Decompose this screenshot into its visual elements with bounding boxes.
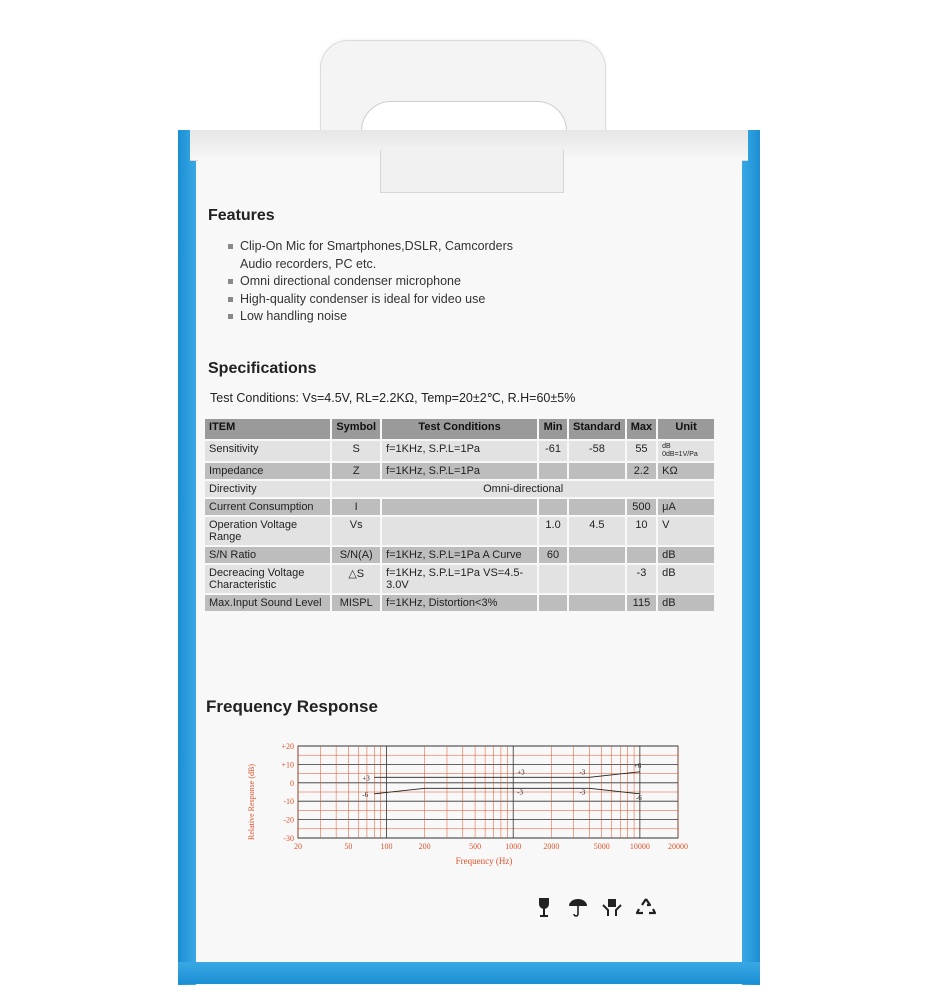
item-cell: Directivity — [204, 480, 331, 498]
std-cell — [568, 564, 626, 594]
curve-annotation: -3 — [579, 788, 586, 797]
cond-cell: f=1KHz, Distortion<3% — [381, 594, 538, 612]
series-line — [374, 788, 640, 797]
box-side-left — [178, 130, 196, 985]
min-cell — [538, 462, 568, 480]
fragile-icon — [532, 895, 556, 919]
std-cell — [568, 498, 626, 516]
cond-cell — [381, 516, 538, 546]
features-title: Features — [208, 207, 275, 224]
header-cell: Standard — [568, 418, 626, 440]
y-tick-label: +20 — [281, 742, 294, 751]
max-cell: 10 — [626, 516, 657, 546]
feature-item: Clip-On Mic for Smartphones,DSLR, Camcorders — [228, 238, 513, 256]
table-row — [204, 516, 715, 546]
min-cell — [538, 564, 568, 594]
min-cell: -61 — [538, 440, 568, 462]
frequency-response-title: Frequency Response — [206, 697, 378, 716]
max-cell: 2.2 — [626, 462, 657, 480]
table-row — [204, 480, 715, 498]
item-cell: Current Consumption — [204, 498, 331, 516]
symbol-cell: S/N(A) — [331, 546, 381, 564]
unit-cell — [657, 440, 715, 462]
y-tick-label: 0 — [290, 778, 294, 788]
unit-cell: V — [657, 516, 715, 546]
item-cell: Max.Input Sound Level — [204, 594, 331, 612]
item-cell: Decreacing Voltage Characteristic — [204, 564, 331, 594]
x-tick-label: 10000 — [629, 842, 650, 851]
chart-xlabel: Frequency (Hz) — [455, 856, 513, 866]
feature-item: Audio recorders, PC etc. — [240, 256, 377, 271]
chart-ticks — [281, 742, 688, 851]
max-cell: 115 — [626, 594, 657, 612]
table-row — [204, 440, 715, 462]
x-tick-label: 200 — [418, 842, 431, 851]
x-tick-label: 50 — [344, 842, 353, 851]
header-cell: Test Conditions — [381, 418, 538, 440]
header-cell: Symbol — [331, 418, 381, 440]
header-cell: ITEM — [204, 418, 331, 440]
y-tick-label: -10 — [283, 797, 294, 807]
table-row — [204, 564, 715, 594]
std-cell — [568, 462, 626, 480]
unit-note: 0dB=1V/Pa — [662, 451, 698, 458]
box-bottom-band — [178, 962, 760, 984]
x-tick-label: 20 — [294, 842, 302, 851]
item-cell: Sensitivity — [204, 440, 331, 462]
x-tick-label: 1000 — [505, 842, 522, 851]
chart-annotations — [362, 762, 642, 802]
y-tick-label: -30 — [283, 834, 294, 843]
feature-item: High-quality condenser is ideal for video use — [228, 291, 513, 309]
min-cell: 1.0 — [538, 516, 568, 546]
table-row — [204, 546, 715, 564]
min-cell — [538, 498, 568, 516]
specs-table — [203, 417, 716, 613]
header-cell: Max — [626, 418, 657, 440]
unit-cell: dB — [657, 564, 715, 594]
x-tick-label: 5000 — [593, 842, 610, 851]
min-cell — [538, 594, 568, 612]
curve-annotation: -3 — [579, 768, 586, 777]
symbol-cell: S — [331, 440, 381, 462]
symbol-cell: △S — [331, 564, 381, 594]
symbol-cell: Vs — [331, 516, 381, 546]
std-cell — [568, 594, 626, 612]
curve-annotation: +6 — [633, 761, 642, 770]
curve-annotation: -6 — [362, 790, 369, 799]
unit-cell: KΩ — [657, 462, 715, 480]
cond-cell — [381, 498, 538, 516]
symbol-cell: MISPL — [331, 594, 381, 612]
unit-cell: dB — [657, 594, 715, 612]
merged-cell: Omni-directional — [331, 480, 715, 498]
unit-text: dB — [662, 443, 671, 450]
std-cell — [568, 546, 626, 564]
handling-symbols — [532, 895, 658, 919]
y-tick-label: +10 — [281, 760, 294, 770]
min-cell: 60 — [538, 546, 568, 564]
curve-annotation: -3 — [517, 788, 524, 797]
specs-header-row — [204, 418, 715, 440]
test-conditions: Test Conditions: Vs=4.5V, RL=2.2KΩ, Temp=20±2℃, R.H=60±5% — [210, 391, 576, 405]
feature-item: Omni directional condenser microphone — [228, 273, 513, 291]
unit-cell: μA — [657, 498, 715, 516]
table-row — [204, 498, 715, 516]
specifications-title: Specifications — [208, 360, 317, 377]
recycle-icon — [634, 895, 658, 919]
hang-cut — [380, 150, 564, 193]
curve-annotation: -6 — [635, 793, 642, 802]
series-line — [374, 772, 640, 778]
x-tick-label: 2000 — [543, 842, 560, 851]
std-cell: 4.5 — [568, 516, 626, 546]
max-cell: -3 — [626, 564, 657, 594]
x-tick-label: 100 — [380, 842, 393, 851]
cond-cell: f=1KHz, S.P.L=1Pa — [381, 462, 538, 480]
max-cell: 500 — [626, 498, 657, 516]
box-side-right — [742, 130, 760, 985]
max-cell: 55 — [626, 440, 657, 462]
table-row — [204, 594, 715, 612]
frequency-response-chart — [240, 736, 700, 876]
header-cell: Min — [538, 418, 568, 440]
std-cell: -58 — [568, 440, 626, 462]
handle-with-care-icon — [600, 895, 624, 919]
max-cell — [626, 546, 657, 564]
y-tick-label: -20 — [283, 815, 294, 825]
item-cell: Impedance — [204, 462, 331, 480]
curve-annotation: +3 — [517, 768, 525, 777]
cond-cell: f=1KHz, S.P.L=1Pa A Curve — [381, 546, 538, 564]
table-row — [204, 462, 715, 480]
header-cell: Unit — [657, 418, 715, 440]
chart-ylabel: Relative Response (dB) — [247, 764, 256, 840]
x-tick-label: 500 — [469, 842, 482, 851]
cond-cell: f=1KHz, S.P.L=1Pa VS=4.5-3.0V — [381, 564, 538, 594]
cond-cell: f=1KHz, S.P.L=1Pa — [381, 440, 538, 462]
keep-dry-icon — [566, 895, 590, 919]
feature-item: Low handling noise — [228, 308, 513, 326]
unit-cell: dB — [657, 546, 715, 564]
curve-annotation: +3 — [362, 774, 370, 783]
symbol-cell: Z — [331, 462, 381, 480]
features-list — [228, 238, 513, 326]
symbol-cell: I — [331, 498, 381, 516]
item-cell: S/N Ratio — [204, 546, 331, 564]
item-cell: Operation Voltage Range — [204, 516, 331, 546]
x-tick-label: 20000 — [668, 842, 688, 851]
